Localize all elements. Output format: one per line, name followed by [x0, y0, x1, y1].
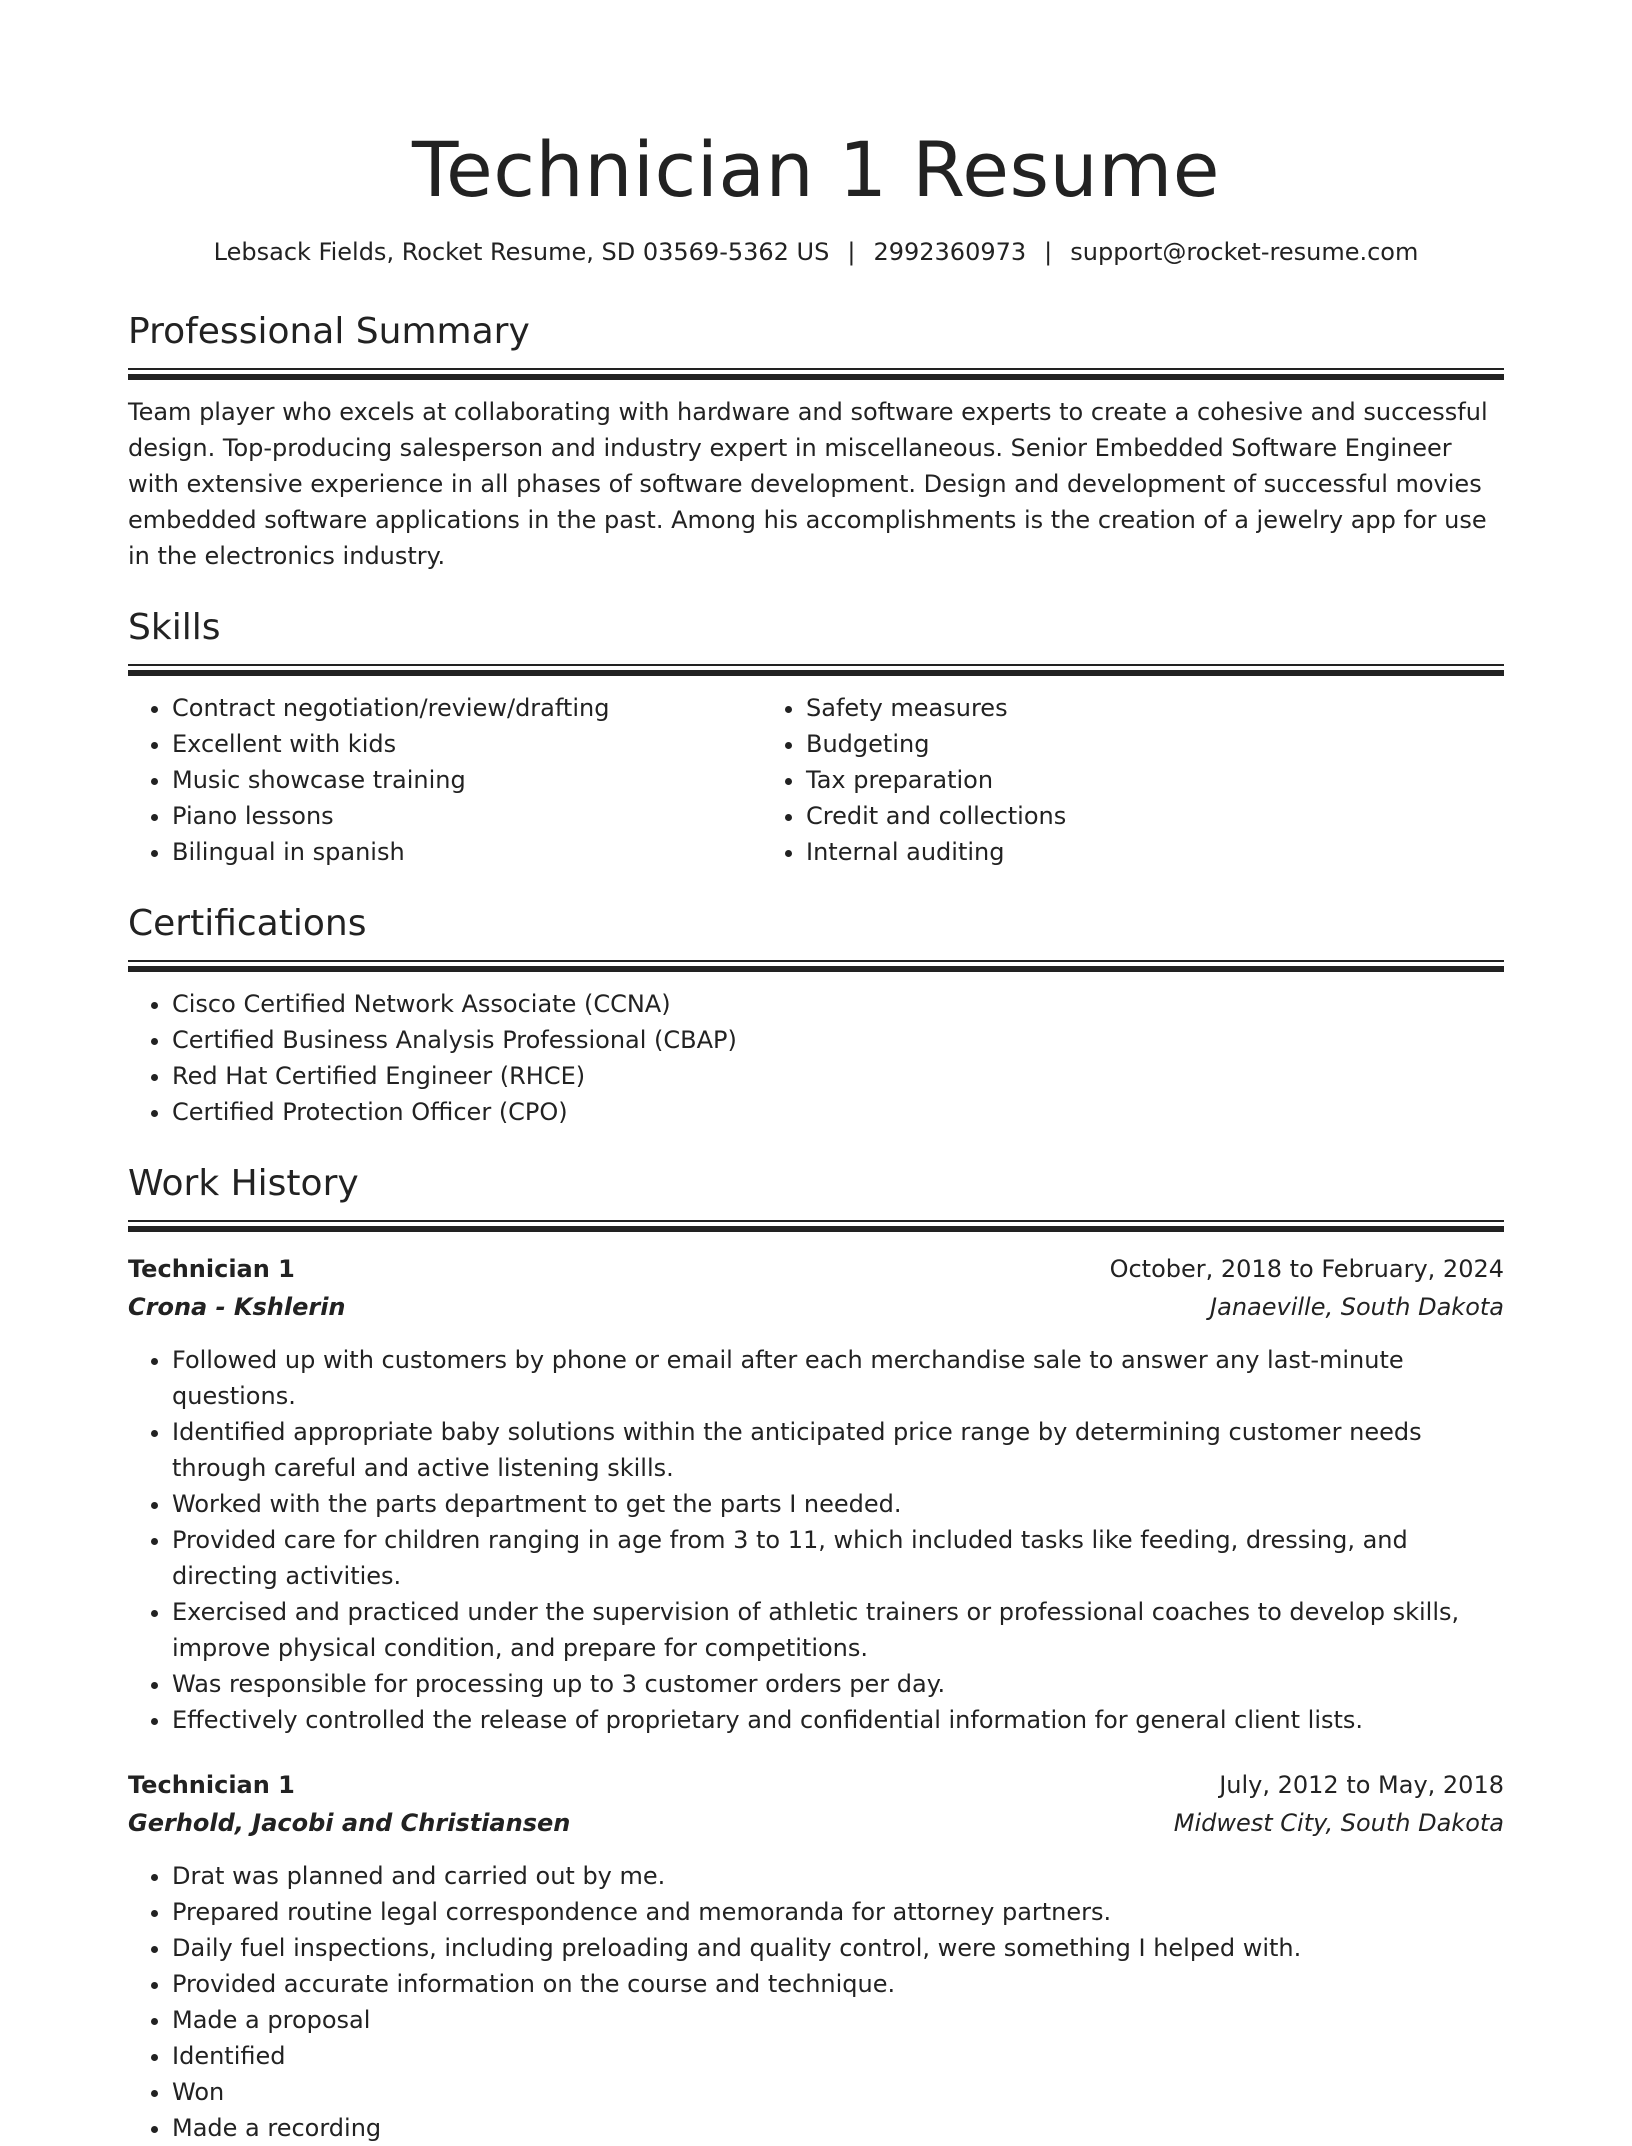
job-bullet: • Made a proposal [172, 2002, 1504, 2038]
contact-line [128, 236, 1504, 268]
resume-page [128, 0, 1504, 2146]
job-bullet: • Effectively controlled the release of proprietary and confidential information for general client lists. [172, 1702, 1504, 1738]
skills-columns [128, 676, 1504, 870]
summary-text: Team player who excels at collaborating with hardware and software experts to create a cohesive and successful design. Top-producing salesperson and industry expert in miscellaneous. Senior Embedded Software Engineer with extensive experience in all phases of software development. Design and development of successful movies embedded software applications in the past. Among his accomplishments is the creation of a jewelry app for use in the electronics industry. [128, 398, 1488, 570]
job-bullet: • Provided care for children ranging in age from 3 to 11, which included tasks like feeding, dressing, and directing activities. [172, 1522, 1504, 1594]
job-bullet: • Was responsible for processing up to 3 customer orders per day. [172, 1666, 1504, 1702]
contact-email: support@rocket-resume.com [1070, 238, 1419, 266]
job-bullet: • Prepared routine legal correspondence and memoranda for attorney partners. [172, 1894, 1504, 1930]
skill-item: • Tax preparation [806, 762, 1462, 798]
contact-address: Lebsack Fields, Rocket Resume, SD 03569-5362 US [213, 238, 830, 266]
section-heading: Work History [128, 1163, 359, 1204]
job-bullets [128, 1342, 1504, 1738]
job-bullet: • Worked with the parts department to get the parts I needed. [172, 1486, 1504, 1522]
certification-item: • Certified Protection Officer (CPO) [172, 1094, 1504, 1130]
job-entry [128, 1250, 1504, 1738]
certification-item: • Certified Business Analysis Professional (CBAP) [172, 1022, 1504, 1058]
job-bullet: • Followed up with customers by phone or email after each merchandise sale to answer any last-minute questions. [172, 1342, 1504, 1414]
skill-item: • Contract negotiation/review/drafting [172, 690, 762, 726]
job-header [128, 1250, 1504, 1288]
section-rule [128, 960, 1504, 972]
certification-item: • Red Hat Certified Engineer (RHCE) [172, 1058, 1504, 1094]
skill-item: • Safety measures [806, 690, 1462, 726]
skills-list-left [128, 690, 762, 870]
job-location: Janaeville, South Dakota [1210, 1293, 1504, 1321]
job-bullet: • Drat was planned and carried out by me. [172, 1858, 1504, 1894]
summary-section [128, 310, 1504, 574]
section-heading: Professional Summary [128, 311, 530, 352]
job-bullet: • Daily fuel inspections, including preloading and quality control, were something I helped with. [172, 1930, 1504, 1966]
skill-item: • Budgeting [806, 726, 1462, 762]
job-subheader [128, 1804, 1504, 1842]
job-company: Crona - Kshlerin [128, 1293, 346, 1321]
job-title: Technician 1 [128, 1255, 295, 1283]
job-bullets [128, 1858, 1504, 2146]
section-heading: Certifications [128, 903, 367, 944]
certifications-section [128, 902, 1504, 1130]
job-bullet: • Identified [172, 2038, 1504, 2074]
skill-item: • Music showcase training [172, 762, 762, 798]
job-title: Technician 1 [128, 1771, 295, 1799]
skill-item: • Excellent with kids [172, 726, 762, 762]
section-rule [128, 664, 1504, 676]
job-bullet: • Won [172, 2074, 1504, 2110]
contact-phone: 2992360973 [873, 238, 1027, 266]
contact-separator: | [847, 238, 856, 266]
section-heading: Skills [128, 607, 221, 648]
job-bullet: • Exercised and practiced under the supervision of athletic trainers or professional coaches to develop skills, improve physical condition, and prepare for competitions. [172, 1594, 1504, 1666]
resume-title: Technician 1 Resume [411, 125, 1221, 214]
certifications-list [128, 986, 1504, 1130]
skill-item: • Internal auditing [806, 834, 1462, 870]
job-subheader [128, 1288, 1504, 1326]
job-bullet: • Identified appropriate baby solutions within the anticipated price range by determining customer needs through careful and active listening skills. [172, 1414, 1504, 1486]
job-location: Midwest City, South Dakota [1173, 1809, 1504, 1837]
section-rule [128, 1220, 1504, 1232]
skill-item: • Bilingual in spanish [172, 834, 762, 870]
job-bullet: • Provided accurate information on the course and technique. [172, 1966, 1504, 2002]
certification-item: • Cisco Certified Network Associate (CCNA) [172, 986, 1504, 1022]
skills-list-right [762, 690, 1462, 870]
job-company: Gerhold, Jacobi and Christiansen [128, 1809, 571, 1837]
job-bullet: • Made a recording [172, 2110, 1504, 2146]
contact-separator: | [1044, 238, 1053, 266]
skill-item: • Piano lessons [172, 798, 762, 834]
job-header [128, 1766, 1504, 1804]
skills-section [128, 606, 1504, 870]
section-rule [128, 368, 1504, 380]
work-history-section [128, 1162, 1504, 2146]
skill-item: • Credit and collections [806, 798, 1462, 834]
job-dates: October, 2018 to February, 2024 [1109, 1255, 1504, 1283]
job-dates: July, 2012 to May, 2018 [1219, 1771, 1504, 1799]
job-entry [128, 1766, 1504, 2146]
